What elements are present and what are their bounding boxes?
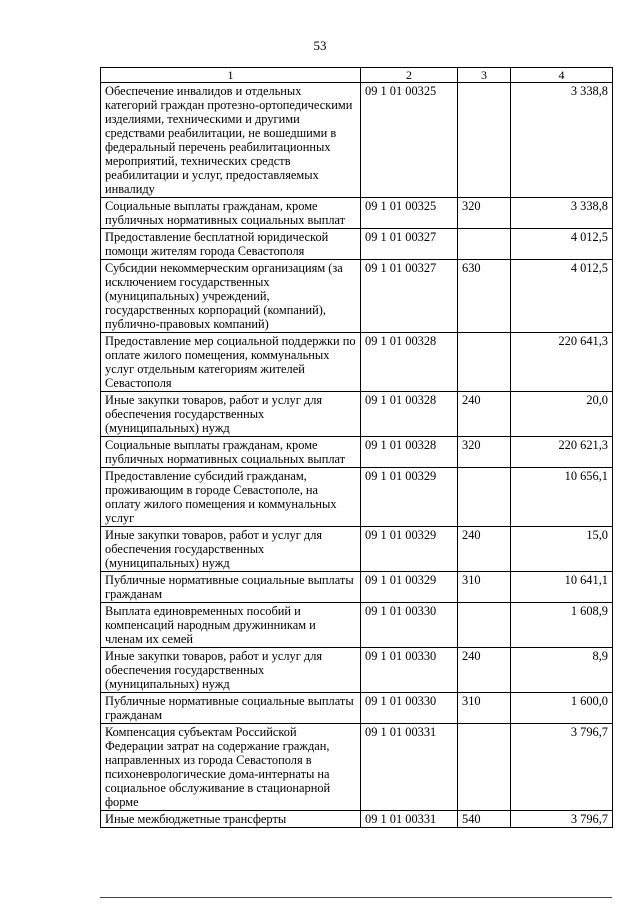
amount-cell: 15,0 (511, 527, 613, 572)
expense-name-cell: Компенсация субъектам Российской Федерации затрат на содержание граждан, направленных из города Севастополя в психоневрологические дома-интернаты на социальное обслуживание в стационарной форме (101, 724, 361, 811)
table-header-row (101, 68, 613, 83)
target-article-code-cell: 09 1 01 00328 (361, 392, 458, 437)
expense-name-cell: Субсидии некоммерческим организациям (за исключением государственных (муниципальных) учреждений, государственных корпораций (компаний), публично-правовых компаний) (101, 260, 361, 333)
amount-cell: 8,9 (511, 648, 613, 693)
expense-type-cell (458, 468, 511, 527)
table-row (101, 392, 613, 437)
target-article-code-cell: 09 1 01 00331 (361, 724, 458, 811)
expense-type-cell (458, 83, 511, 198)
expense-name-cell: Иные межбюджетные трансферты (101, 811, 361, 828)
target-article-code-cell: 09 1 01 00330 (361, 648, 458, 693)
expense-name-cell: Публичные нормативные социальные выплаты гражданам (101, 572, 361, 603)
amount-cell: 3 796,7 (511, 724, 613, 811)
amount-cell: 4 012,5 (511, 229, 613, 260)
table-row (101, 572, 613, 603)
amount-cell: 1 608,9 (511, 603, 613, 648)
target-article-code-cell: 09 1 01 00328 (361, 437, 458, 468)
amount-cell: 3 796,7 (511, 811, 613, 828)
table-row (101, 198, 613, 229)
amount-cell: 10 656,1 (511, 468, 613, 527)
amount-cell: 1 600,0 (511, 693, 613, 724)
budget-table (100, 67, 613, 828)
expense-name-cell: Социальные выплаты гражданам, кроме публичных нормативных социальных выплат (101, 437, 361, 468)
expense-name-cell: Обеспечение инвалидов и отдельных категорий граждан протезно-ортопедическими изделиями, техническими и другими средствами реабилитации, не вошедшими в федеральный перечень реабилитационных мероприятий, технических средств реабилитации и услуг, предоставляемых инвалиду (101, 83, 361, 198)
expense-type-cell: 240 (458, 392, 511, 437)
column-header-2: 2 (361, 68, 458, 83)
amount-cell: 220 641,3 (511, 333, 613, 392)
target-article-code-cell: 09 1 01 00327 (361, 229, 458, 260)
target-article-code-cell: 09 1 01 00329 (361, 527, 458, 572)
target-article-code-cell: 09 1 01 00328 (361, 333, 458, 392)
amount-cell: 4 012,5 (511, 260, 613, 333)
expense-name-cell: Публичные нормативные социальные выплаты гражданам (101, 693, 361, 724)
table-row (101, 468, 613, 527)
page-number: 53 (313, 38, 327, 53)
expense-type-cell (458, 724, 511, 811)
target-article-code-cell: 09 1 01 00327 (361, 260, 458, 333)
column-header-4: 4 (511, 68, 613, 83)
amount-cell: 3 338,8 (511, 83, 613, 198)
target-article-code-cell: 09 1 01 00330 (361, 603, 458, 648)
expense-name-cell: Иные закупки товаров, работ и услуг для обеспечения государственных (муниципальных) нужд (101, 527, 361, 572)
table-row (101, 603, 613, 648)
expense-name-cell: Предоставление субсидий гражданам, проживающим в городе Севастополе, на оплату жилого помещения и коммунальных услуг (101, 468, 361, 527)
table-row (101, 527, 613, 572)
expense-type-cell: 630 (458, 260, 511, 333)
column-header-3: 3 (458, 68, 511, 83)
expense-name-cell: Иные закупки товаров, работ и услуг для обеспечения государственных (муниципальных) нужд (101, 648, 361, 693)
expense-type-cell: 320 (458, 198, 511, 229)
target-article-code-cell: 09 1 01 00325 (361, 83, 458, 198)
target-article-code-cell: 09 1 01 00325 (361, 198, 458, 229)
amount-cell: 220 621,3 (511, 437, 613, 468)
table-row (101, 811, 613, 828)
expense-type-cell: 310 (458, 572, 511, 603)
expense-name-cell: Выплата единовременных пособий и компенсаций народным дружинникам и членам их семей (101, 603, 361, 648)
expense-name-cell: Предоставление мер социальной поддержки по оплате жилого помещения, коммунальных услуг отдельным категориям жителей Севастополя (101, 333, 361, 392)
expense-type-cell (458, 333, 511, 392)
target-article-code-cell: 09 1 01 00329 (361, 572, 458, 603)
table-row (101, 229, 613, 260)
target-article-code-cell: 09 1 01 00331 (361, 811, 458, 828)
table-row (101, 693, 613, 724)
column-header-1: 1 (101, 68, 361, 83)
expense-name-cell: Предоставление бесплатной юридической помощи жителям города Севастополя (101, 229, 361, 260)
expense-type-cell (458, 603, 511, 648)
table-row (101, 437, 613, 468)
expense-type-cell: 310 (458, 693, 511, 724)
table-row (101, 648, 613, 693)
expense-name-cell: Социальные выплаты гражданам, кроме публичных нормативных социальных выплат (101, 198, 361, 229)
target-article-code-cell: 09 1 01 00330 (361, 693, 458, 724)
table-row (101, 333, 613, 392)
expense-name-cell: Иные закупки товаров, работ и услуг для обеспечения государственных (муниципальных) нужд (101, 392, 361, 437)
amount-cell: 20,0 (511, 392, 613, 437)
table-row (101, 83, 613, 198)
expense-type-cell: 240 (458, 527, 511, 572)
amount-cell: 10 641,1 (511, 572, 613, 603)
table-row (101, 260, 613, 333)
table-row (101, 724, 613, 811)
expense-type-cell: 240 (458, 648, 511, 693)
expense-type-cell: 540 (458, 811, 511, 828)
target-article-code-cell: 09 1 01 00329 (361, 468, 458, 527)
expense-type-cell: 320 (458, 437, 511, 468)
amount-cell: 3 338,8 (511, 198, 613, 229)
expense-type-cell (458, 229, 511, 260)
page-bottom-rule (100, 897, 612, 898)
